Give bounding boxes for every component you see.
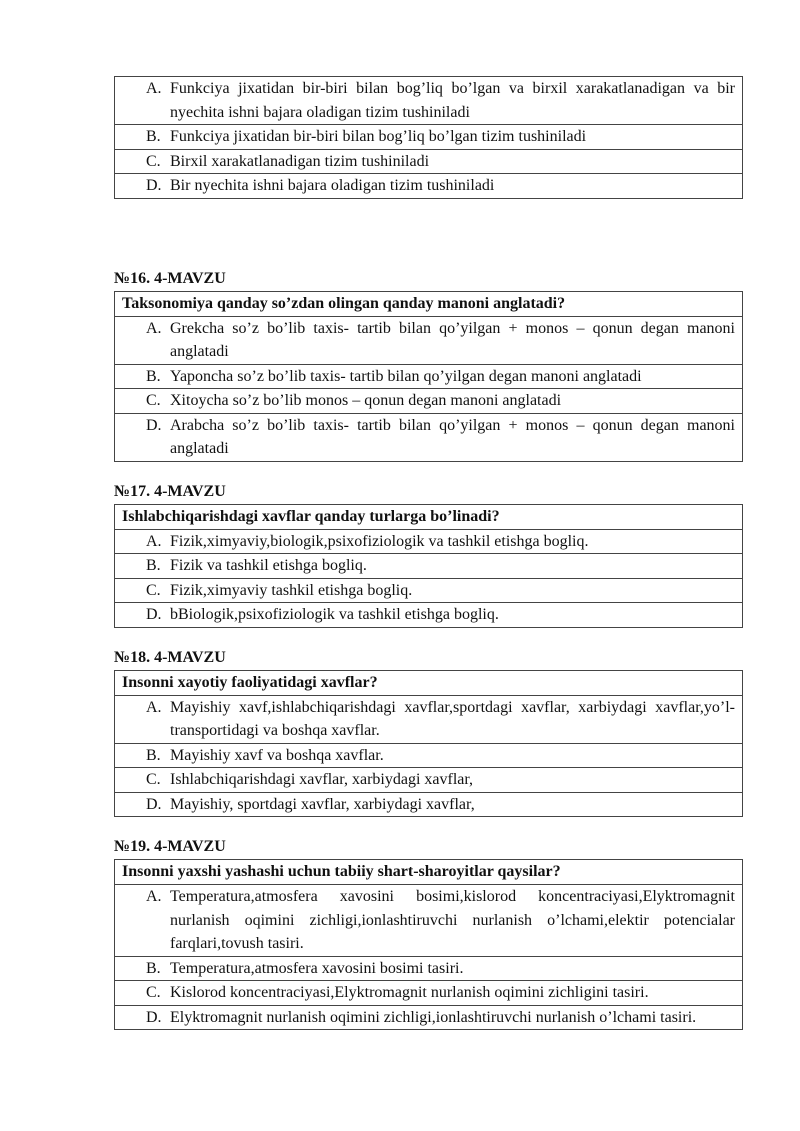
option-row <box>115 77 743 125</box>
option-letter: B. <box>146 959 161 977</box>
option-text: Grekcha so’z bo’lib taxis- tartib bilan qo’yilgan + monos – qonun degan manoni anglatadi <box>170 319 735 360</box>
option-letter: B. <box>146 367 161 385</box>
option-row <box>115 529 743 554</box>
option-letter: A. <box>146 698 162 716</box>
question-table-19 <box>114 859 743 1030</box>
option-text: Birxil xarakatlanadigan tizim tushiniladi <box>170 152 430 170</box>
option-row <box>115 316 743 364</box>
option-row <box>115 174 743 199</box>
option-text: Fizik,ximyaviy tashkil etishga bogliq. <box>170 581 413 599</box>
option-text: Mayishiy, sportdagi xavflar, xarbiydagi xavflar, <box>170 795 475 813</box>
option-text: Temperatura,atmosfera xavosini bosimi tasiri. <box>170 959 464 977</box>
question-row <box>115 504 743 529</box>
option-row <box>115 981 743 1006</box>
option-letter: A. <box>146 888 162 905</box>
question-text: Taksonomiya qanday so’zdan olingan qanday manoni anglatadi? <box>115 291 743 316</box>
option-text: Kislorod koncentraciyasi,Elyktromagnit nurlanish oqimini zichligini tasiri. <box>170 984 649 1001</box>
option-text: Funkciya jixatidan bir-biri bilan bog’liq bo’lgan tizim tushiniladi <box>170 128 587 145</box>
option-text: Mayishiy xavf va boshqa xavflar. <box>170 746 384 764</box>
option-row <box>115 364 743 389</box>
option-letter: C. <box>146 984 161 1001</box>
question-heading: №16. 4-MAVZU <box>114 269 226 287</box>
option-text: Temperatura,atmosfera xavosini bosimi,kislorod koncentraciyasi,Elyktromagnit nurlanish oqimini zichligi,ionlashtiruvchi nurlanish o’lchami,elektir potencialar farqlari,tovush tasiri. <box>170 888 735 952</box>
question-table-17 <box>114 504 743 628</box>
option-letter: D. <box>146 177 162 194</box>
question-block-18 <box>114 648 743 818</box>
option-row <box>115 743 743 768</box>
option-letter: D. <box>146 795 162 813</box>
question-heading: №19. 4-MAVZU <box>114 838 226 855</box>
option-row <box>115 792 743 817</box>
option-letter: B. <box>146 746 161 764</box>
question-table-16 <box>114 291 743 462</box>
option-text: Funkciya jixatidan bir-biri bilan bog’liq bo’lgan va birxil xarakatlanadigan va bir nyechita ishni bajara oladigan tizim tushiniladi <box>170 80 735 121</box>
option-letter: D. <box>146 1008 162 1026</box>
option-text: Arabcha so’z bo’lib taxis- tartib bilan qo’yilgan + monos – qonun degan manoni anglatadi <box>170 416 735 457</box>
option-text: Elyktromagnit nurlanish oqimini zichligi,ionlashtiruvchi nurlanish o’lchami tasiri. <box>170 1008 697 1026</box>
option-letter: C. <box>146 581 161 599</box>
question-text: Insonni yaxshi yashashi uchun tabiiy shart-sharoyitlar qaysilar? <box>115 860 743 885</box>
question-row <box>115 860 743 885</box>
question-text: Insonni xayotiy faoliyatidagi xavflar? <box>115 670 743 695</box>
option-text: Fizik va tashkil etishga bogliq. <box>170 557 367 574</box>
option-row <box>115 413 743 461</box>
option-letter: B. <box>146 557 161 574</box>
option-row <box>115 956 743 981</box>
option-row <box>115 578 743 603</box>
question-block-16 <box>114 269 743 462</box>
option-row <box>115 149 743 174</box>
option-letter: C. <box>146 771 161 788</box>
question-heading: №17. 4-MAVZU <box>114 482 226 500</box>
option-letter: D. <box>146 606 162 623</box>
option-letter: A. <box>146 80 162 97</box>
option-row <box>115 554 743 579</box>
option-text: Ishlabchiqarishdagi xavflar, xarbiydagi xavflar, <box>170 771 474 788</box>
option-letter: A. <box>146 319 162 337</box>
option-letter: C. <box>146 392 161 409</box>
option-text: Yaponcha so’z bo’lib taxis- tartib bilan qo’yilgan degan manoni anglatadi <box>170 367 642 385</box>
question-row <box>115 670 743 695</box>
question-heading: №18. 4-MAVZU <box>114 648 226 666</box>
option-row <box>115 125 743 150</box>
option-letter: D. <box>146 416 162 434</box>
option-row <box>115 389 743 414</box>
option-text: Fizik,ximyaviy,biologik,psixofiziologik va tashkil etishga bogliq. <box>170 532 589 550</box>
question-block-19 <box>114 837 743 1030</box>
option-row <box>115 603 743 628</box>
option-row <box>115 885 743 957</box>
option-letter: A. <box>146 532 162 550</box>
option-letter: C. <box>146 152 161 170</box>
question-table-18 <box>114 670 743 818</box>
option-text: bBiologik,psixofiziologik va tashkil etishga bogliq. <box>170 606 499 623</box>
option-row <box>115 1005 743 1030</box>
option-row <box>115 768 743 793</box>
option-text: Bir nyechita ishni bajara oladigan tizim tushiniladi <box>170 177 495 194</box>
option-letter: B. <box>146 128 161 145</box>
question-row <box>115 291 743 316</box>
option-text: Xitoycha so’z bo’lib monos – qonun degan manoni anglatadi <box>170 392 562 409</box>
question-block-17 <box>114 482 743 628</box>
option-row <box>115 695 743 743</box>
option-text: Mayishiy xavf,ishlabchiqarishdagi xavflar,sportdagi xavflar, xarbiydagi xavflar,yo’l-transportidagi va boshqa xavflar. <box>170 698 735 739</box>
document-page <box>114 76 743 1050</box>
question-table-15 <box>114 76 743 199</box>
question-block-15 <box>114 76 743 199</box>
question-text: Ishlabchiqarishdagi xavflar qanday turlarga bo’linadi? <box>115 504 743 529</box>
